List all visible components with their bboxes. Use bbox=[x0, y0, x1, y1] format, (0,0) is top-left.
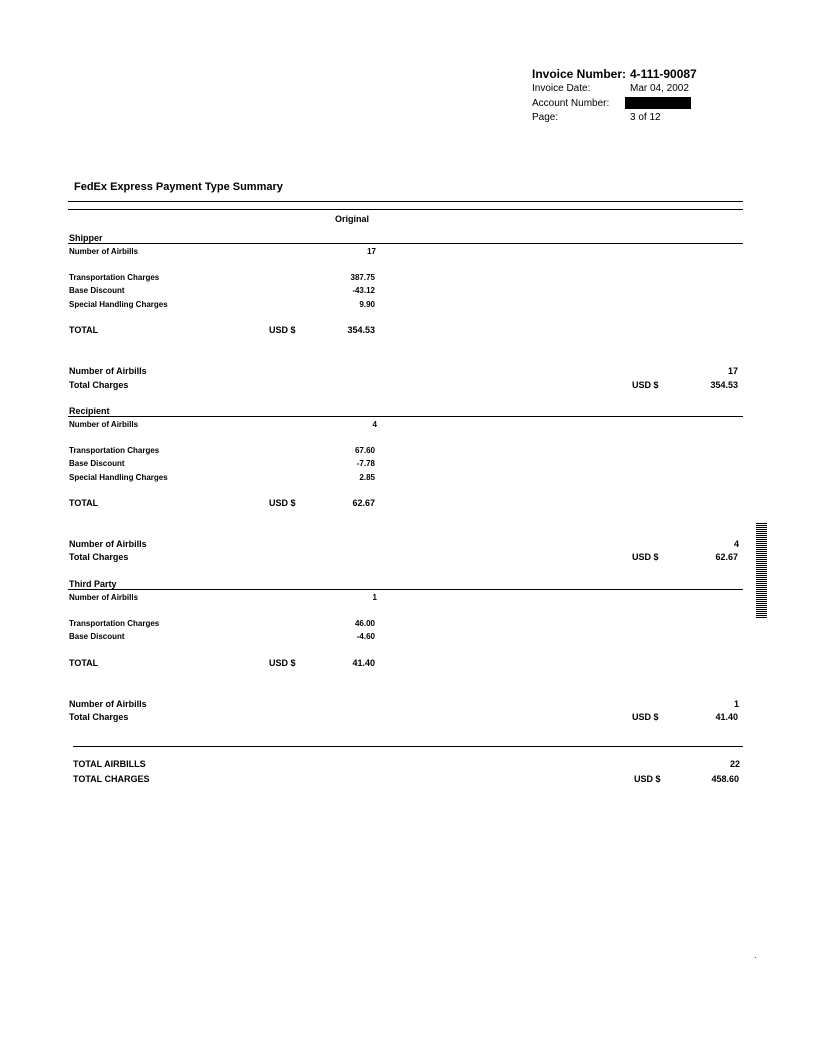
third-party-row-value: 46.00 bbox=[354, 619, 375, 628]
shipper-airbills-label: Number of Airbills bbox=[69, 247, 139, 256]
recipient-summary-charges-label: Total Charges bbox=[69, 552, 129, 562]
recipient-row-value: 2.85 bbox=[359, 473, 375, 482]
invoice-date: Mar 04, 2002 bbox=[630, 83, 689, 94]
third-party-total-label: TOTAL bbox=[69, 658, 99, 668]
grand-total-currency: USD $ bbox=[634, 774, 661, 784]
shipper-total-label: TOTAL bbox=[69, 325, 99, 335]
shipper-row-value: 387.75 bbox=[350, 273, 375, 282]
page-label: Page: bbox=[532, 112, 559, 123]
barcode-image bbox=[756, 523, 767, 622]
shipper-summary-currency: USD $ bbox=[632, 380, 659, 390]
shipper-row-value: 9.90 bbox=[359, 300, 375, 309]
recipient-row-label: Special Handling Charges bbox=[69, 473, 168, 482]
third-party-airbills-label: Number of Airbills bbox=[69, 593, 139, 602]
section-rule-recipient bbox=[68, 416, 743, 417]
third-party-airbills-value: 1 bbox=[372, 593, 377, 602]
shipper-summary-charges-label: Total Charges bbox=[69, 380, 129, 390]
shipper-row-label: Base Discount bbox=[69, 286, 125, 295]
recipient-row-label: Transportation Charges bbox=[69, 446, 160, 455]
recipient-summary-charges-value: 62.67 bbox=[715, 552, 738, 562]
recipient-summary-currency: USD $ bbox=[632, 552, 659, 562]
section-heading-shipper: Shipper bbox=[69, 233, 103, 243]
grand-total-airbills-label: TOTAL AIRBILLS bbox=[73, 759, 146, 769]
page-value: 3 of 12 bbox=[630, 112, 661, 123]
shipper-row-value: -43.12 bbox=[352, 286, 375, 295]
recipient-total-label: TOTAL bbox=[69, 498, 99, 508]
page-title: FedEx Express Payment Type Summary bbox=[74, 181, 283, 193]
third-party-row-label: Base Discount bbox=[69, 632, 125, 641]
title-rule-top bbox=[68, 201, 743, 202]
third-party-row-label: Transportation Charges bbox=[69, 619, 160, 628]
section-heading-recipient: Recipient bbox=[69, 406, 110, 416]
grand-total-charges-value: 458.60 bbox=[711, 774, 739, 784]
section-heading-third-party: Third Party bbox=[69, 579, 117, 589]
shipper-row-label: Transportation Charges bbox=[69, 273, 160, 282]
invoice-number: 4-111-90087 bbox=[630, 67, 697, 81]
section-rule-third-party bbox=[68, 589, 743, 590]
grand-total-charges-label: TOTAL CHARGES bbox=[73, 774, 150, 784]
recipient-total-value: 62.67 bbox=[352, 498, 375, 508]
invoice-date-label: Invoice Date: bbox=[532, 83, 591, 94]
shipper-total-currency: USD $ bbox=[269, 325, 296, 335]
shipper-airbills-value: 17 bbox=[367, 247, 376, 256]
shipper-summary-charges-value: 354.53 bbox=[710, 380, 738, 390]
third-party-total-currency: USD $ bbox=[269, 658, 296, 668]
recipient-summary-airbills-label: Number of Airbills bbox=[69, 539, 147, 549]
shipper-summary-airbills-label: Number of Airbills bbox=[69, 366, 147, 376]
shipper-row-label: Special Handling Charges bbox=[69, 300, 168, 309]
title-rule-bottom bbox=[68, 209, 743, 210]
footer-mark: . bbox=[754, 950, 757, 960]
third-party-summary-charges-label: Total Charges bbox=[69, 712, 129, 722]
column-header-original: Original bbox=[335, 214, 370, 224]
invoice-number-label: Invoice Number: bbox=[532, 67, 627, 81]
shipper-summary-airbills-value: 17 bbox=[727, 366, 738, 376]
account-number-label: Account Number: bbox=[532, 98, 610, 109]
recipient-row-label: Base Discount bbox=[69, 459, 125, 468]
account-number-redaction bbox=[625, 97, 691, 109]
recipient-row-value: 67.60 bbox=[354, 446, 375, 455]
section-rule-shipper bbox=[68, 243, 743, 244]
grand-total-airbills-value: 22 bbox=[729, 759, 740, 769]
third-party-summary-airbills-label: Number of Airbills bbox=[69, 699, 147, 709]
third-party-summary-charges-value: 41.40 bbox=[715, 712, 738, 722]
third-party-summary-airbills-value: 1 bbox=[733, 699, 739, 709]
third-party-summary-currency: USD $ bbox=[632, 712, 659, 722]
grand-total-rule bbox=[73, 746, 743, 747]
recipient-airbills-label: Number of Airbills bbox=[69, 420, 139, 429]
shipper-total-value: 354.53 bbox=[347, 325, 375, 335]
recipient-total-currency: USD $ bbox=[269, 498, 296, 508]
recipient-summary-airbills-value: 4 bbox=[733, 539, 739, 549]
recipient-airbills-value: 4 bbox=[372, 420, 377, 429]
recipient-row-value: -7.78 bbox=[356, 459, 375, 468]
third-party-total-value: 41.40 bbox=[352, 658, 375, 668]
third-party-row-value: -4.60 bbox=[356, 632, 375, 641]
